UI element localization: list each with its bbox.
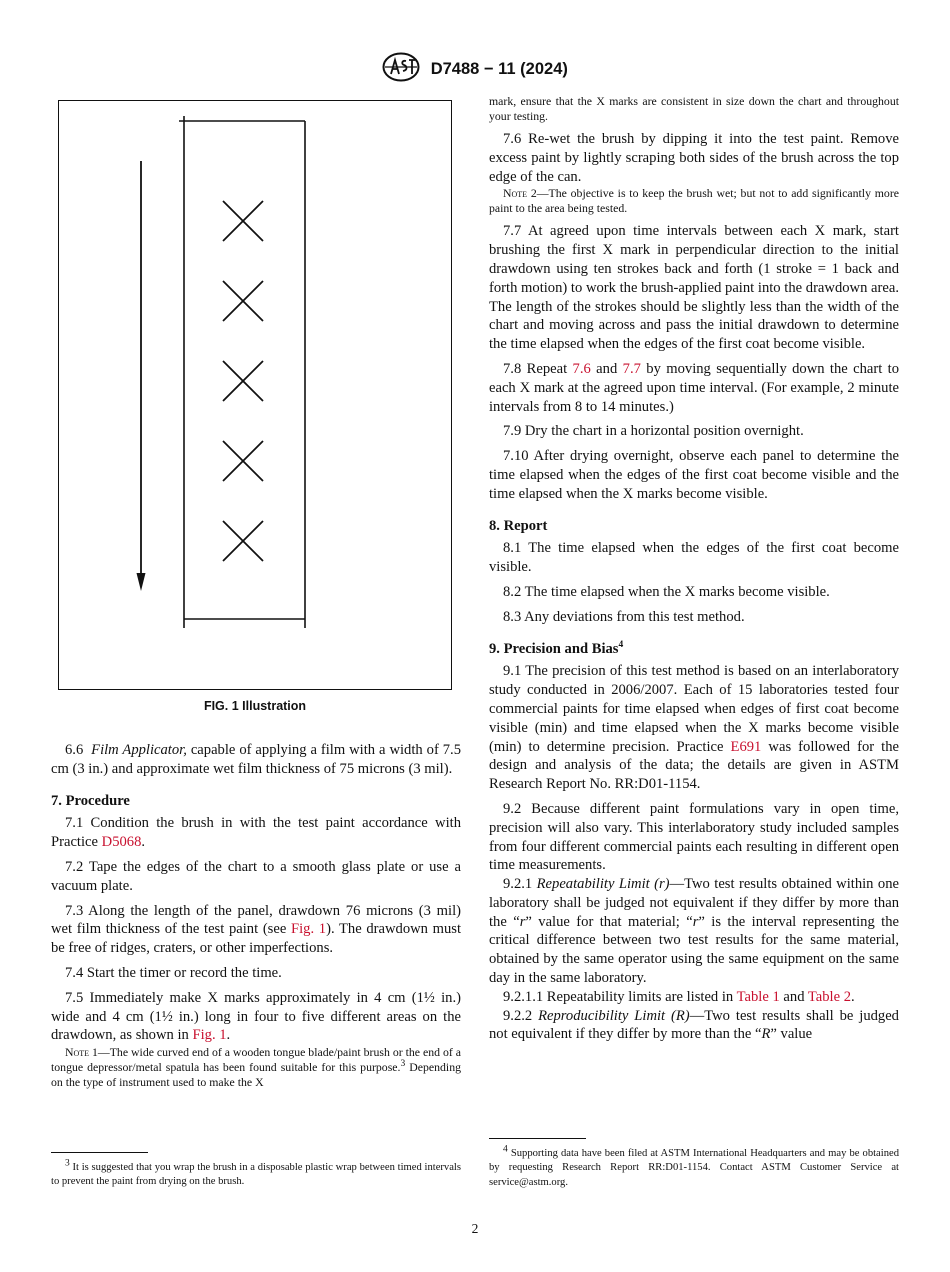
section-7-6: 7.6 Re-wet the brush by dipping it into the test paint. Remove excess paint by lightly scraping both sides of the brush across the top edge of the can. <box>489 131 899 185</box>
footnote-rule <box>489 1138 586 1139</box>
left-column <box>51 741 461 1090</box>
section-8-3: 8.3 Any deviations from this test method. <box>503 608 745 625</box>
footnote-3: 3 It is suggested that you wrap the brush in a disposable plastic wrap between timed intervals to prevent the paint from drying on the brush. <box>51 1158 461 1188</box>
figure-1-frame <box>58 100 452 690</box>
right-column <box>489 94 899 1044</box>
x-mark-icon <box>223 281 263 321</box>
note-2: Note 2—The objective is to keep the brush wet; but not to add significantly more paint to the area being tested. <box>489 186 899 216</box>
section-8-heading: 8. Report <box>489 517 548 534</box>
section-9-2-1: 9.2.1 Repeatability Limit (r)—Two test results obtained within one laboratory shall be judged not equivalent if they differ by more than the “r” value for that material; “r” is the interval representing the critical difference between two test results for the same material, obtained by the same operator using the same equipment on the same day in the same laboratory. <box>489 876 899 987</box>
section-8-2: 8.2 The time elapsed when the X marks become visible. <box>503 583 830 600</box>
x-marks <box>223 201 263 561</box>
section-7-5: 7.5 Immediately make X marks approximately in 4 cm (1½ in.) wide and 4 cm (1½ in.) long in four to five different areas on the drawdown, as shown in Fig. 1. <box>51 989 461 1044</box>
link-d5068[interactable]: D5068 <box>101 834 142 851</box>
link-e691[interactable]: E691 <box>730 738 762 755</box>
x-mark-icon <box>223 521 263 561</box>
page-header <box>0 52 950 87</box>
page-number: 2 <box>471 1221 479 1236</box>
link-table-1[interactable]: Table 1 <box>736 988 780 1005</box>
link-table-2[interactable]: Table 2 <box>807 988 852 1005</box>
link-fig-1[interactable]: Fig. 1 <box>192 1027 227 1044</box>
section-7-4: 7.4 Start the timer or record the time. <box>65 964 282 981</box>
section-7-10: 7.10 After drying overnight, observe each panel to determine the time elapsed when the edges of the first coat become visible and the time elapsed when the X marks become visible. <box>489 448 899 502</box>
section-9-2-1-1: 9.2.1.1 Repeatability limits are listed in Table 1 and Table 2. <box>503 988 855 1005</box>
section-9-1: 9.1 The precision of this test method is based on an interlaboratory study conducted in 2006/2007. Each of 15 laboratories tested four commercial paints for time elapsed when edges of first coat become visible (min) and time elapsed when the X marks become visible (min) to determine precision. Practice E691 was followed for the design and analysis of the data; the details are given in ASTM Research Report No. RR:D01-1154. <box>489 663 899 793</box>
footnote-rule <box>51 1152 148 1153</box>
section-9-2-2: 9.2.2 Reproducibility Limit (R)—Two test results shall be judged not equivalent if they differ by more than the “R” value <box>489 1007 899 1043</box>
standard-designation: D7488 − 11 (2024) <box>430 60 568 78</box>
section-9-2: 9.2 Because different paint formulations vary in open time, precision will also vary. This interlaboratory study included samples from four different commercial paints each resulting in different open time measurements. <box>489 800 899 874</box>
x-mark-icon <box>223 201 263 241</box>
link-7-7[interactable]: 7.7 <box>622 360 641 377</box>
x-mark-icon <box>223 361 263 401</box>
footnote-4: 4 Supporting data have been filed at ASTM International Headquarters and may be obtained by requesting Research Report RR:D01-1154. Contact ASTM Customer Service at service@astm.org. <box>489 1144 899 1188</box>
section-7-1: 7.1 Condition the brush in with the test paint accordance with Practice D5068. <box>51 815 461 851</box>
section-9-heading: 9. Precision and Bias$^4$ <box>489 639 624 657</box>
section-7-3: 7.3 Along the length of the panel, drawdown 76 microns (3 mil) wet film thickness of the test paint (see Fig. 1). The drawdown must be free of ridges, craters, or other imperfections. <box>51 902 462 957</box>
section-7-7: 7.7 At agreed upon time intervals between each X mark, start brushing the first X mark in perpendicular direction to the initial drawdown using ten strokes back and forth (1 stroke = 1 back and forth motion) to work the brush-applied paint into the drawdown area. The length of the strokes should be slightly less than the width of the chart and moving across and pass the initial drawdown to determine the time elapsed when the edges of the first coat become visible. <box>489 223 899 353</box>
note-1-continued: mark, ensure that the X marks are consistent in size down the chart and throughout your testing. <box>489 94 899 123</box>
astm-logo-icon <box>382 52 420 87</box>
section-6-6: 6.6 Film Applicator, capable of applying a film with a width of 7.5 cm (3 in.) and approximate wet film thickness of 75 microns (3 mil). <box>51 742 462 777</box>
link-fig-1[interactable]: Fig. 1 <box>290 921 327 938</box>
section-7-heading: 7. Procedure <box>51 792 130 809</box>
x-mark-icon <box>223 441 263 481</box>
link-7-6[interactable]: 7.6 <box>572 360 591 377</box>
chart-drawdown-outline <box>179 116 305 628</box>
section-7-2: 7.2 Tape the edges of the chart to a smooth glass plate or use a vacuum plate. <box>51 858 461 894</box>
down-arrow-icon <box>137 161 146 591</box>
section-7-9: 7.9 Dry the chart in a horizontal position overnight. <box>503 423 804 440</box>
section-7-8: 7.8 Repeat 7.6 and 7.7 by moving sequentially down the chart to each X mark at the agreed upon time interval. (For example, 2 minute intervals from 8 to 14 minutes.) <box>489 360 900 415</box>
note-1: Note 1—The wide curved end of a wooden tongue blade/paint brush or the end of a tongue depressor/metal spatula has been found suitable for this purpose.$^3$ Depending on the type of instrument used to make the X <box>51 1045 461 1090</box>
figure-caption: FIG. 1 Illustration <box>203 699 307 713</box>
section-8-1: 8.1 The time elapsed when the edges of the first coat become visible. <box>489 540 899 576</box>
